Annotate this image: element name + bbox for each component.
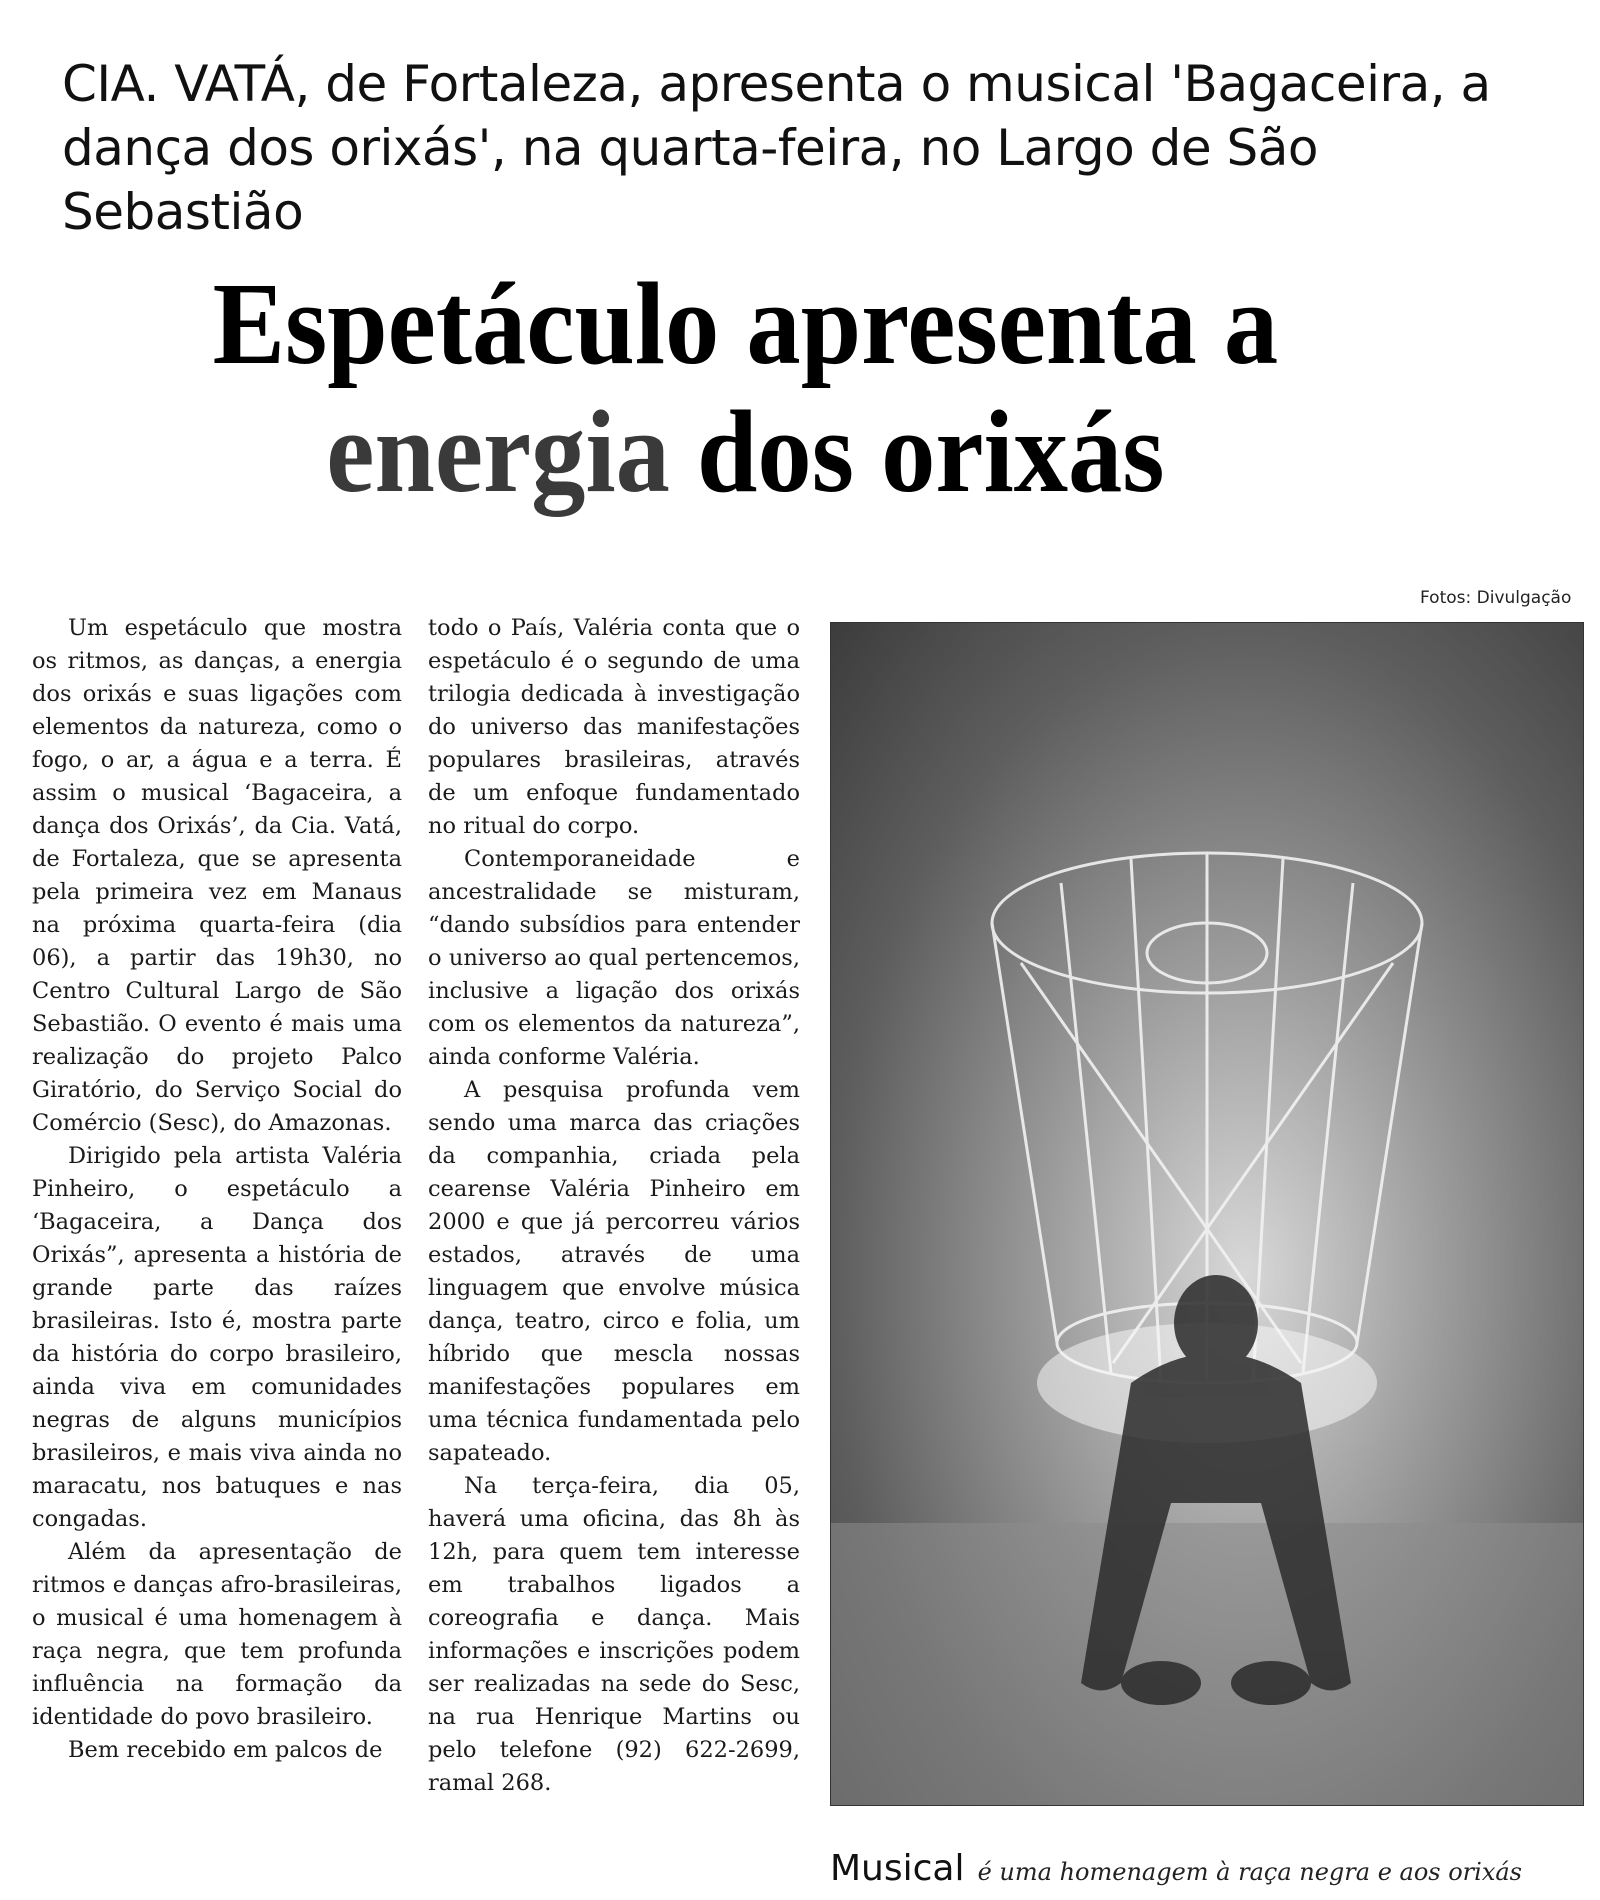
performance-photo <box>830 622 1584 1806</box>
photo-credit: Fotos: Divulgação <box>1420 588 1572 608</box>
paragraph: Dirigido pela artista Valéria Pinheiro, o espetáculo a ‘Bagaceira, a Dança dos Orixás”, apresenta a história de grande parte das raízes brasileiras. Isto é, mostra parte da história do corpo brasileiro, ainda viva em comunidades negras de alguns municípios brasileiros, e mais viva ainda no maracatu, nos batuques e nas congadas. <box>32 1143 402 1532</box>
paragraph: Bem recebido em palcos de <box>68 1737 383 1763</box>
article-column-2 <box>428 612 800 1800</box>
photo-caption <box>830 1848 1590 1889</box>
headline-word-energia: energia <box>326 386 670 517</box>
caption-text: é uma homenagem à raça negra e aos orixás <box>977 1858 1522 1886</box>
paragraph: Um espetáculo que mostra os ritmos, as danças, a energia dos orixás e suas ligações com elementos da natureza, como o fogo, o ar, a água e a terra. É assim o musical ‘Bagaceira, a dança dos Orixás’, da Cia. Vatá, de Fortaleza, que se apresenta pela primeira vez em Manaus na próxima quarta-feira (dia 06), a partir das 19h30, no Centro Cultural Largo de São Sebastião. O evento é mais uma realização do projeto Palco Giratório, do Serviço Social do Comércio (Sesc), do Amazonas. <box>32 615 402 1136</box>
paragraph: Além da apresentação de ritmos e danças afro-brasileiras, o musical é uma homenagem à raça negra, que tem profunda influência na formação da identidade do povo brasileiro. <box>32 1539 402 1730</box>
headline-line-2 <box>60 388 1431 516</box>
caption-lead: Musical <box>830 1848 965 1889</box>
headline <box>60 260 1431 516</box>
subheadline: CIA. VATÁ, de Fortaleza, apresenta o musical 'Bagaceira, a dança dos orixás', na quarta-feira, no Largo de São Sebastião <box>62 55 1491 241</box>
headline-line-1: Espetáculo apresenta a <box>212 258 1279 389</box>
paragraph: todo o País, Valéria conta que o espetáculo é o segundo de uma trilogia dedicada à investigação do universo das manifestações populares brasileiras, através de um enfoque fundamentado no ritual do corpo. <box>428 615 800 839</box>
headline-line-2-rest: dos orixás <box>697 386 1165 517</box>
paragraph: Contemporaneidade e ancestralidade se misturam, “dando subsídios para entender o universo ao qual pertencemos, inclusive a ligação dos orixás com os elementos da natureza”, ainda conforme Valéria. <box>428 846 800 1070</box>
paragraph: A pesquisa profunda vem sendo uma marca das criações da companhia, criada pela cearense Valéria Pinheiro em 2000 e que já percorreu vários estados, através de uma linguagem que envolve música dança, teatro, circo e folia, um híbrido que mescla nossas manifestações populares em uma técnica fundamentada pelo sapateado. <box>428 1077 800 1466</box>
article-column-1 <box>32 612 402 1767</box>
photo-illustration <box>831 623 1583 1805</box>
paragraph: Na terça-feira, dia 05, haverá uma oficina, das 8h às 12h, para quem tem interesse em trabalhos ligados a coreografia e dança. Mais informações e inscrições podem ser realizadas na sede do Sesc, na rua Henrique Martins ou pelo telefone (92) 622-2699, ramal 268. <box>428 1473 800 1796</box>
